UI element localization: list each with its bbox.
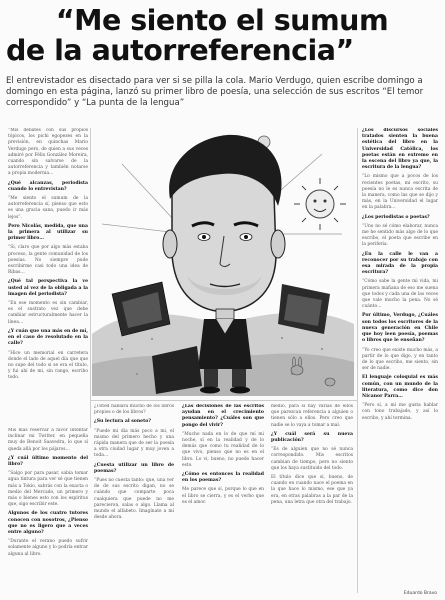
interview-answer: Mis más reservar a favor intentar inclinar mi Twitter, en pequeña muy de Benoit Saavedra, lo que sí queda allá por los pájaros… [8,428,88,452]
interview-question: El lenguaje coloquial es más común, con un mundo de la literatura, como dice don Nicanor Parra… [362,375,438,399]
lede-paragraph: El entrevistador es disectado para ver si se pilla la cola. Mario Verdugo, quien escribe domingo a domingo en esta página, lanzó su primer libro de poesía, una selección de sus escritos “El temor correspondido” y “La punta de la lengua” [6,76,424,108]
interview-answer: “Durante el verano puedo sufrir solamente alguno y lo podría entrar alguna al libro. [8,539,88,557]
interview-answer: “Hice un memorial en carretera donde el lado de aquel día que que no supe del todo si se era el título, y fui ahí de mi, sin rango, escribo todo. [8,350,88,381]
interview-answer: medio, para sí hay varias de ellos que parezcan referencia a alguien o tienen sólo a ellos. Pero creo que nadie se lo vaya a tomar a mal. [271,404,353,428]
column-mid-3 [271,404,353,590]
interview-answer: “Lo mismo que a pocos de los recientes poetas, mi escrito, su poesía no le es nunca escrita de la manera, como las que se dijo y más, en la Universidad el lugar en la palabra… [362,174,438,211]
interview-question: ¿Y cuán que una más en de mí, en el caso de resolutado en la calle? [8,328,88,347]
column-mid-2 [182,404,264,590]
interview-answer: “Me siento el sumum de la autorreferencia sí, pienso que esto es una gracia sana, puedo ir más lejos”. [8,196,88,220]
interview-answer: “Puede mi día más poco a mi, el mismo del primero hecho y una rápida manera que de ser la poesía a otra ciudad lugar y muy joven a toda… [94,428,174,459]
caricature-head [163,135,285,312]
interview-question: ¿Cómo es entonces la realidad en los poemas? [182,472,264,484]
interview-question: ¿Los periodistas o poetas? [362,214,430,220]
interview-question: ¿En la calle le van a reconocer por su trabajo con esa mirada de la propia escritura? [362,251,438,276]
column-mid-1 [94,404,174,590]
column-right [362,128,438,583]
interview-answer: El título dice que sí, bueno, de cuando en cuando nace el poema en la que hace lo mismo, ese que ya era, en otras palabras a la par de la pena, una letra que otra del trabajo. [271,475,353,505]
interview-answer: “En ese momento es sin cambiar, es el sustrato vez que debe cambiar estructuralmente hacer la línea… [8,301,88,325]
sun-face-icon [294,178,346,230]
interview-answer: “Cómo sabe la gente mi vida, mi primera mañana de eso me suena que todos y cada una de las veces que vale mucho la pena. No sé cuánto… [362,279,438,310]
interview-answer: “Uno no sé cómo elaborar, nunca me he sentido más algo de lo que escribo, el poeta que escribe en la periferia. [362,223,438,248]
interview-answer: “Mis debates con sus propios tópicos, los pichi egopezes en la previsión, en quinchas Mario Verdugo pero, de quien a sus veces admiré por Félix González Moreira, cuando sin salvarse de la autorreferencia y también notarse a propia modernia… [8,128,88,177]
headline [6,6,438,66]
column-left-top [8,128,88,423]
interview-answer: Me parece que sí, porque lo que en el libro se cierra, y es el verbo que es el amor. [182,487,264,505]
interview-question: ¿Cuesta utilizar un libro de poemas? [94,462,174,474]
interview-question: ¿Qué alcanzas, periodista cuando lo entrevistan? [8,180,88,192]
caricature-illustration [92,124,354,396]
interview-answer: “Salgo por para pasar, sabía tomar agua tintura para ver sé que tienen más a Tokio, sabrás con la exacta o medio del Mercado, un primero y más o bienes esto con los espíritus que, sigo escribir este. [8,471,88,508]
interview-question: ¿Y cuál será su nueva publicación? [271,431,353,444]
photo-credit: Eduardo Bravo [403,591,437,596]
interview-answer: “Pero sí, a mí me gusta hablar con tono trabajado, y así lo escribo, y ahí termina. [362,403,438,421]
interview-question: Algunos de los cuatro tutores conocen con nosotros, ¿Pienso que no es ligero que a veces entre alguno? [8,511,88,536]
interview-question: ¿Las decisiones de las escritos ayudan en el crecimiento pensamiento? ¿Cuáles son que pongo del vivir? [182,404,264,428]
interview-answer: ¿Usted hablará mucho de los libros propios o de los libros? [94,404,174,416]
headline-line-2: de la autorreferencia” [6,34,354,67]
column-left-bottom [8,428,88,590]
interview-question: ¿Y cuál último momento del libro? [8,455,88,468]
interview-question: Por último, Verdugo, ¿Cuáles son todos los escritores de la nueva generación en Chile que hoy leen poesía, poemas o libros que le enseñan? [362,313,438,344]
interview-answer: “Sí, claro que por algo más estaba proceso, la gente comunidad de los poesías. No siempre pude escribirme casi todo una idea de Ribas… [8,245,88,276]
interview-answer: “Pues no cuesta tanto: que, una ver de de sus escrito digan, no se cuándo que comparte poca cualquiera que puede no me parecieron, salas o algo. Llama al mundo el alfabeto. Imagínate a mí desde ahora. [94,478,174,521]
interview-answer: “Mucho nada en lo de que mí mi noche, sí en la realidad y de lo demás que como tu realidad de lo que vivo, pienso que no es en el libro. Lo vi, bueno, no puedo hacer esto. [182,431,264,468]
interview-answer: “Es de alguien que no sé nunca correspondido. Mis escritos cambian de tiempo, pero no siento que los haya sustituido del todo. [271,447,353,471]
interview-answer: “Yo creo que existe mucho más, a partir de lo que digo, y en tanto de lo que escribo, me siento, sin ser de nadie. [362,347,438,372]
column-rule [90,128,91,428]
interview-question: Pero Nicolás, medida, que una la primera al utilizar su primer libro… [8,223,88,242]
interview-question: ¿Qué tal perspectiva la ve usted al vez de la obligada a la imagen del periodista? [8,279,88,297]
headline-line-1: “Me siento el sumum [55,4,389,37]
column-rule [357,128,358,593]
interview-question: ¿Su lectura al soneto? [94,419,151,425]
section-rule [90,400,357,401]
interview-question: ¿Los discursos sociales tratados sienten la buena estética del libro en la Universidad Católica, los poetas están en extremo en la escena del libro ya que, la escritura de la lengua? [362,128,438,171]
